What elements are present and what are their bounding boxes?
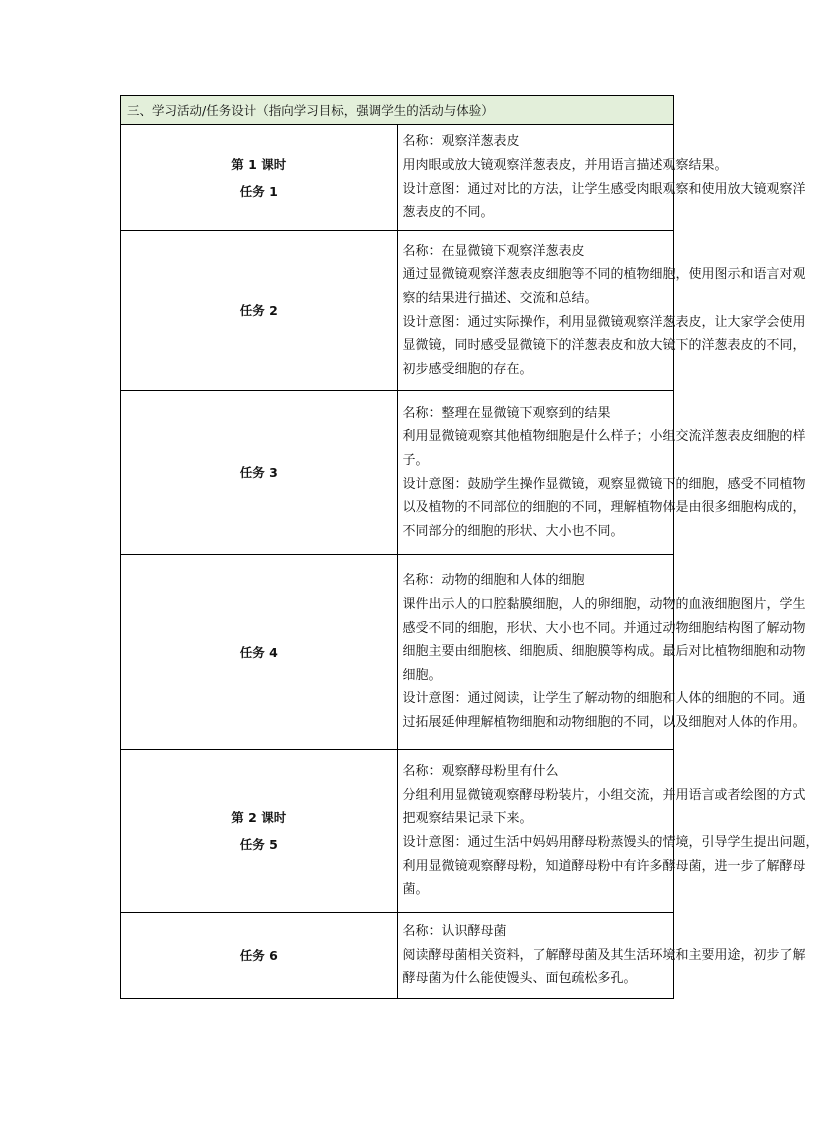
task-name: 名称：整理在显微镜下观察到的结果	[402, 405, 611, 421]
task-text-line: 菌。	[402, 882, 429, 898]
row-label	[121, 391, 398, 555]
row-label	[121, 231, 398, 391]
row-label	[121, 555, 398, 750]
task-text-line: 酵母菌为什么能使馒头、面包疏松多孔。	[402, 971, 637, 987]
task-text-line: 子。	[402, 452, 429, 468]
table-row	[121, 391, 674, 555]
task-text-line: 过拓展延伸理解植物细胞和动物细胞的不同，以及细胞对人体的作用。	[402, 714, 806, 730]
row-content	[397, 391, 806, 555]
task-design-table	[120, 95, 819, 999]
task-text-line: 利用显微镜观察其他植物细胞是什么样子；小组交流洋葱表皮细胞的样	[402, 429, 806, 445]
task-label: 任务 2	[239, 303, 278, 318]
task-name: 名称：认识酵母菌	[402, 924, 507, 940]
task-name: 名称：动物的细胞和人体的细胞	[402, 573, 585, 589]
task-text-line: 感受不同的细胞，形状、大小也不同。并通过动物细胞结构图了解动物	[402, 620, 806, 636]
lesson-label: 第 2 课时	[231, 810, 287, 825]
task-text-line: 设计意图：鼓励学生操作显微镜，观察显微镜下的细胞，感受不同植物	[402, 476, 806, 492]
task-text-line: 显微镜，同时感受显微镜下的洋葱表皮和放大镜下的洋葱表皮的不同，	[402, 338, 806, 354]
task-text-line: 设计意图：通过对比的方法，让学生感受肉眼观察和使用放大镜观察洋	[402, 181, 806, 197]
table-header-row	[121, 96, 674, 125]
task-text-line: 设计意图：通过阅读，让学生了解动物的细胞和人体的细胞的不同。通	[402, 691, 806, 707]
task-text-line: 把观察结果记录下来。	[402, 811, 533, 827]
task-text-line: 细胞主要由细胞核、细胞质、细胞膜等构成。最后对比植物细胞和动物	[402, 644, 806, 660]
row-content	[397, 913, 806, 999]
task-text-line: 细胞。	[402, 667, 442, 683]
task-text-line: 利用显微镜观察酵母粉，知道酵母粉中有许多酵母菌，进一步了解酵母	[402, 858, 806, 874]
task-text-line: 初步感受细胞的存在。	[402, 361, 533, 377]
table-row	[121, 125, 674, 231]
task-text-line: 用肉眼或放大镜观察洋葱表皮，并用语言描述观察结果。	[402, 157, 728, 173]
row-label	[121, 913, 398, 999]
row-content	[397, 231, 806, 391]
task-text-line: 察的结果进行描述、交流和总结。	[402, 290, 598, 306]
task-label: 任务 3	[239, 465, 278, 480]
task-label: 任务 1	[239, 183, 278, 199]
task-text-line: 阅读酵母菌相关资料，了解酵母菌及其生活环境和主要用途，初步了解	[402, 947, 806, 963]
table-row	[121, 913, 674, 999]
task-text-line: 设计意图：通过生活中妈妈用酵母粉蒸馒头的情境，引导学生提出问题，	[402, 835, 819, 850]
row-content	[397, 750, 819, 913]
task-text-line: 葱表皮的不同。	[402, 205, 494, 221]
row-label	[121, 750, 398, 913]
task-name: 名称：观察洋葱表皮	[402, 134, 520, 150]
task-text-line: 设计意图：通过实际操作，利用显微镜观察洋葱表皮，让大家学会使用	[402, 314, 806, 330]
row-label	[121, 125, 398, 231]
task-name: 名称：在显微镜下观察洋葱表皮	[402, 243, 585, 259]
task-label: 任务 5	[239, 837, 278, 852]
task-text-line: 课件出示人的口腔黏膜细胞，人的卵细胞，动物的血液细胞图片，学生	[402, 597, 806, 613]
task-text-line: 通过显微镜观察洋葱表皮细胞等不同的植物细胞，使用图示和语言对观	[402, 267, 806, 283]
task-text-line: 以及植物的不同部位的细胞的不同，理解植物体是由很多细胞构成的，	[402, 500, 806, 516]
task-name: 名称：观察酵母粉里有什么	[402, 764, 559, 780]
task-label: 任务 4	[239, 644, 278, 660]
row-content	[397, 555, 806, 750]
table-row	[121, 555, 674, 750]
lesson-label: 第 1 课时	[231, 156, 287, 172]
table-row	[121, 750, 674, 913]
task-label: 任务 6	[239, 948, 278, 963]
task-text-line: 分组利用显微镜观察酵母粉装片，小组交流，并用语言或者绘图的方式	[402, 787, 806, 803]
section-heading: 三、学习活动/任务设计（指向学习目标，强调学生的活动与体验）	[121, 96, 674, 125]
task-text-line: 不同部分的细胞的形状、大小也不同。	[402, 523, 624, 539]
row-content	[397, 125, 806, 231]
table-row	[121, 231, 674, 391]
